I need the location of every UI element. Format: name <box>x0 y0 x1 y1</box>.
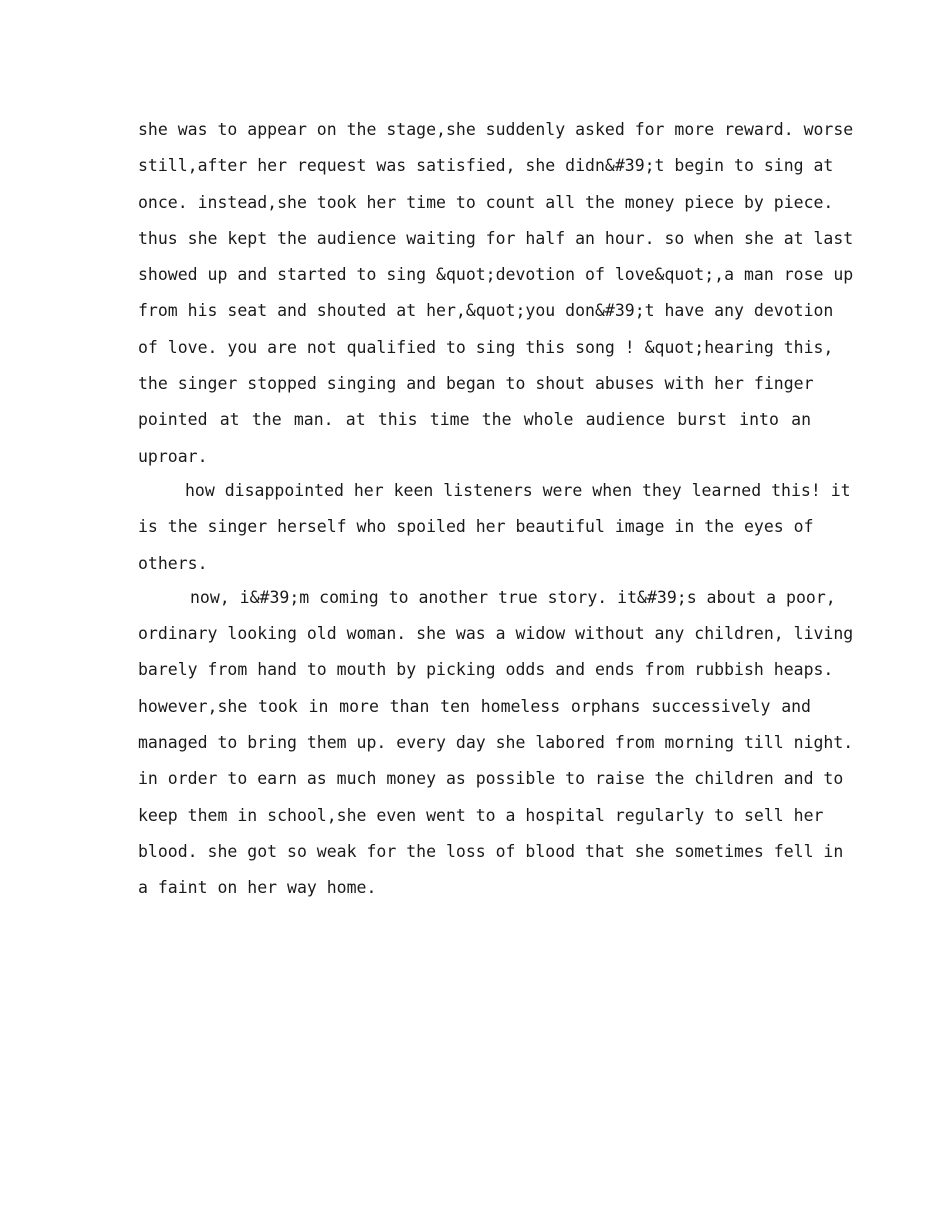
text-line: others. <box>138 553 208 573</box>
text-line: she was to appear on the stage,she suddenly asked for more reward. worse <box>138 120 854 139</box>
text-line: barely from hand to mouth by picking odds and ends from rubbish heaps. <box>138 660 834 680</box>
text-line: blood. she got so weak for the loss of blood that she sometimes fell in <box>138 841 844 861</box>
text-line: from his seat and shouted at her,&quot;you don&#39;t have any devotion <box>138 301 834 321</box>
text-line: managed to bring them up. every day she labored from morning till night. <box>138 733 854 753</box>
text-line: however,she took in more than ten homeless orphans successively and <box>138 696 811 716</box>
text-line: ordinary looking old woman. she was a widow without any children, living <box>138 624 854 644</box>
text-line: once. instead,she took her time to count all the money piece by piece. <box>138 192 834 212</box>
text-line: uproar. <box>138 446 208 466</box>
text-line: in order to earn as much money as possible to raise the children and to <box>138 769 844 789</box>
text-line: is the singer herself who spoiled her beautiful image in the eyes of <box>138 517 814 537</box>
paragraph-1 <box>138 112 854 475</box>
text-line: of love. you are not qualified to sing this song ! &quot;hearing this, <box>138 337 834 357</box>
paragraph-2 <box>138 473 851 582</box>
text-line: still,after her request was satisfied, she didn&#39;t begin to sing at <box>138 156 834 176</box>
text-line: now, i&#39;m coming to another true story. it&#39;s about a poor, <box>190 587 836 607</box>
text-line: a faint on her way home. <box>138 878 377 898</box>
text-line: thus she kept the audience waiting for half an hour. so when she at last <box>138 228 854 248</box>
paragraph-3 <box>138 580 854 907</box>
body-text <box>138 112 854 907</box>
text-line: showed up and started to sing &quot;devotion of love&quot;,a man rose up <box>138 265 854 285</box>
text-line: pointed at the man. at this time the whole audience burst into an <box>138 410 811 430</box>
text-line: the singer stopped singing and began to shout abuses with her finger <box>138 374 814 394</box>
text-line: how disappointed her keen listeners were when they learned this! it <box>185 480 851 500</box>
text-line: keep them in school,she even went to a hospital regularly to sell her <box>138 805 824 825</box>
